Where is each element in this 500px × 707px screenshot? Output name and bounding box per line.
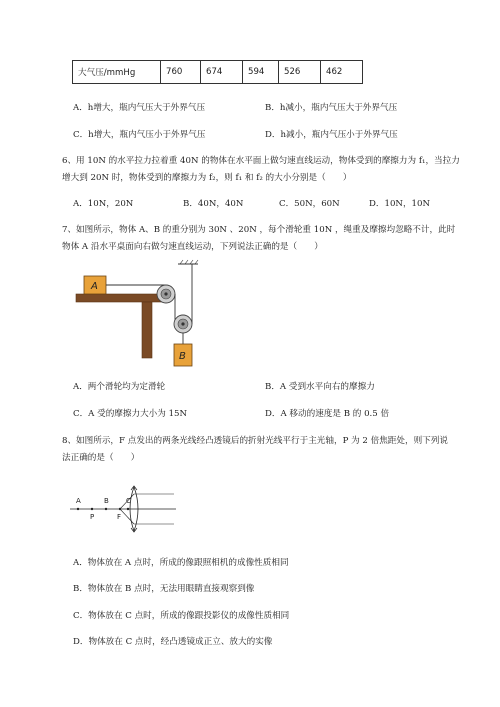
- point-f: [119, 508, 121, 510]
- table-cell: 594: [243, 61, 279, 84]
- q6-option-b: B．40N，40N: [183, 199, 244, 209]
- table-cell-label: 大气压/mmHg: [73, 61, 161, 84]
- q7-stem-line2: 物体 A 沿水平桌面向右做匀速直线运动，下列说法正确的是（ ）: [62, 242, 323, 252]
- pressure-table: [72, 60, 363, 84]
- q5-option-b: B．h减小，瓶内气压大于外界气压: [265, 103, 398, 113]
- q7-option-b: B．A 受到水平向右的摩擦力: [265, 382, 375, 392]
- q7-stem-line1: 7、如图所示，物体 A、B 的重分别为 30N 、20N ，每个滑轮重 10N ，绳重及摩擦均忽略不计，此时: [62, 225, 456, 235]
- table-cell: 462: [321, 61, 363, 84]
- pulley-diagram: [70, 254, 210, 369]
- point-b: [105, 508, 107, 510]
- q8-option-d: D．物体放在 C 点时，经凸透镜成正立、放大的实像: [73, 637, 273, 647]
- table-leg: [142, 302, 152, 358]
- q8-option-a: A．物体放在 A 点时，所成的像跟照相机的成像性质相同: [73, 558, 289, 568]
- q8-stem-line2: 法正确的是（ ）: [62, 453, 140, 463]
- lens-diagram: [68, 484, 178, 534]
- table-top: [76, 294, 168, 302]
- point-p: [91, 508, 93, 510]
- q8-stem-line1: 8、如图所示，F 点发出的两条光线经凸透镜后的折射光线平行于主光轴，P 为 2 倍焦距处，则下列说: [62, 436, 448, 446]
- q6-stem-line2: 增大到 20N 时，物体受到的摩擦力为 f₂，则 f₁ 和 f₂ 的大小分别是（ ）: [62, 173, 352, 183]
- q7-option-a: A．两个滑轮均为定滑轮: [73, 382, 166, 392]
- point-a: [77, 508, 79, 510]
- q6-option-a: A．10N，20N: [73, 199, 134, 209]
- q7-option-c: C．A 受的摩擦力大小为 15N: [73, 409, 188, 419]
- q5-option-c: C．h增大，瓶内气压小于外界气压: [73, 130, 206, 140]
- table-cell: 674: [201, 61, 243, 84]
- label-a: A: [76, 497, 81, 505]
- q7-option-d: D．A 移动的速度是 B 的 0.5 倍: [265, 409, 390, 419]
- label-b: B: [104, 497, 109, 505]
- q8-option-c: C．物体放在 C 点时，所成的像跟投影仪的成像性质相同: [73, 611, 290, 621]
- q8-option-b: B．物体放在 B 点时，无法用眼睛直接观察到像: [73, 584, 255, 594]
- block-a-label: A: [91, 281, 98, 292]
- table-row: [73, 61, 363, 84]
- table-cell: 760: [161, 61, 201, 84]
- table-cell: 526: [279, 61, 321, 84]
- block-b-label: B: [179, 351, 186, 362]
- label-p: P: [90, 513, 95, 521]
- point-c: [127, 508, 129, 510]
- q6-option-c: C．50N，60N: [279, 199, 340, 209]
- label-f: F: [117, 513, 122, 521]
- label-c: C: [126, 497, 131, 505]
- q5-option-d: D．h减小，瓶内气压小于外界气压: [265, 130, 398, 140]
- ray-lower: [120, 509, 134, 524]
- q5-option-a: A．h增大，瓶内气压大于外界气压: [73, 103, 206, 113]
- q6-option-d: D．10N，10N: [369, 199, 430, 209]
- q6-stem-line1: 6、用 10N 的水平拉力拉着重 40N 的物体在水平面上做匀速直线运动，物体受到的摩擦力为 f₁，当拉力: [62, 156, 460, 166]
